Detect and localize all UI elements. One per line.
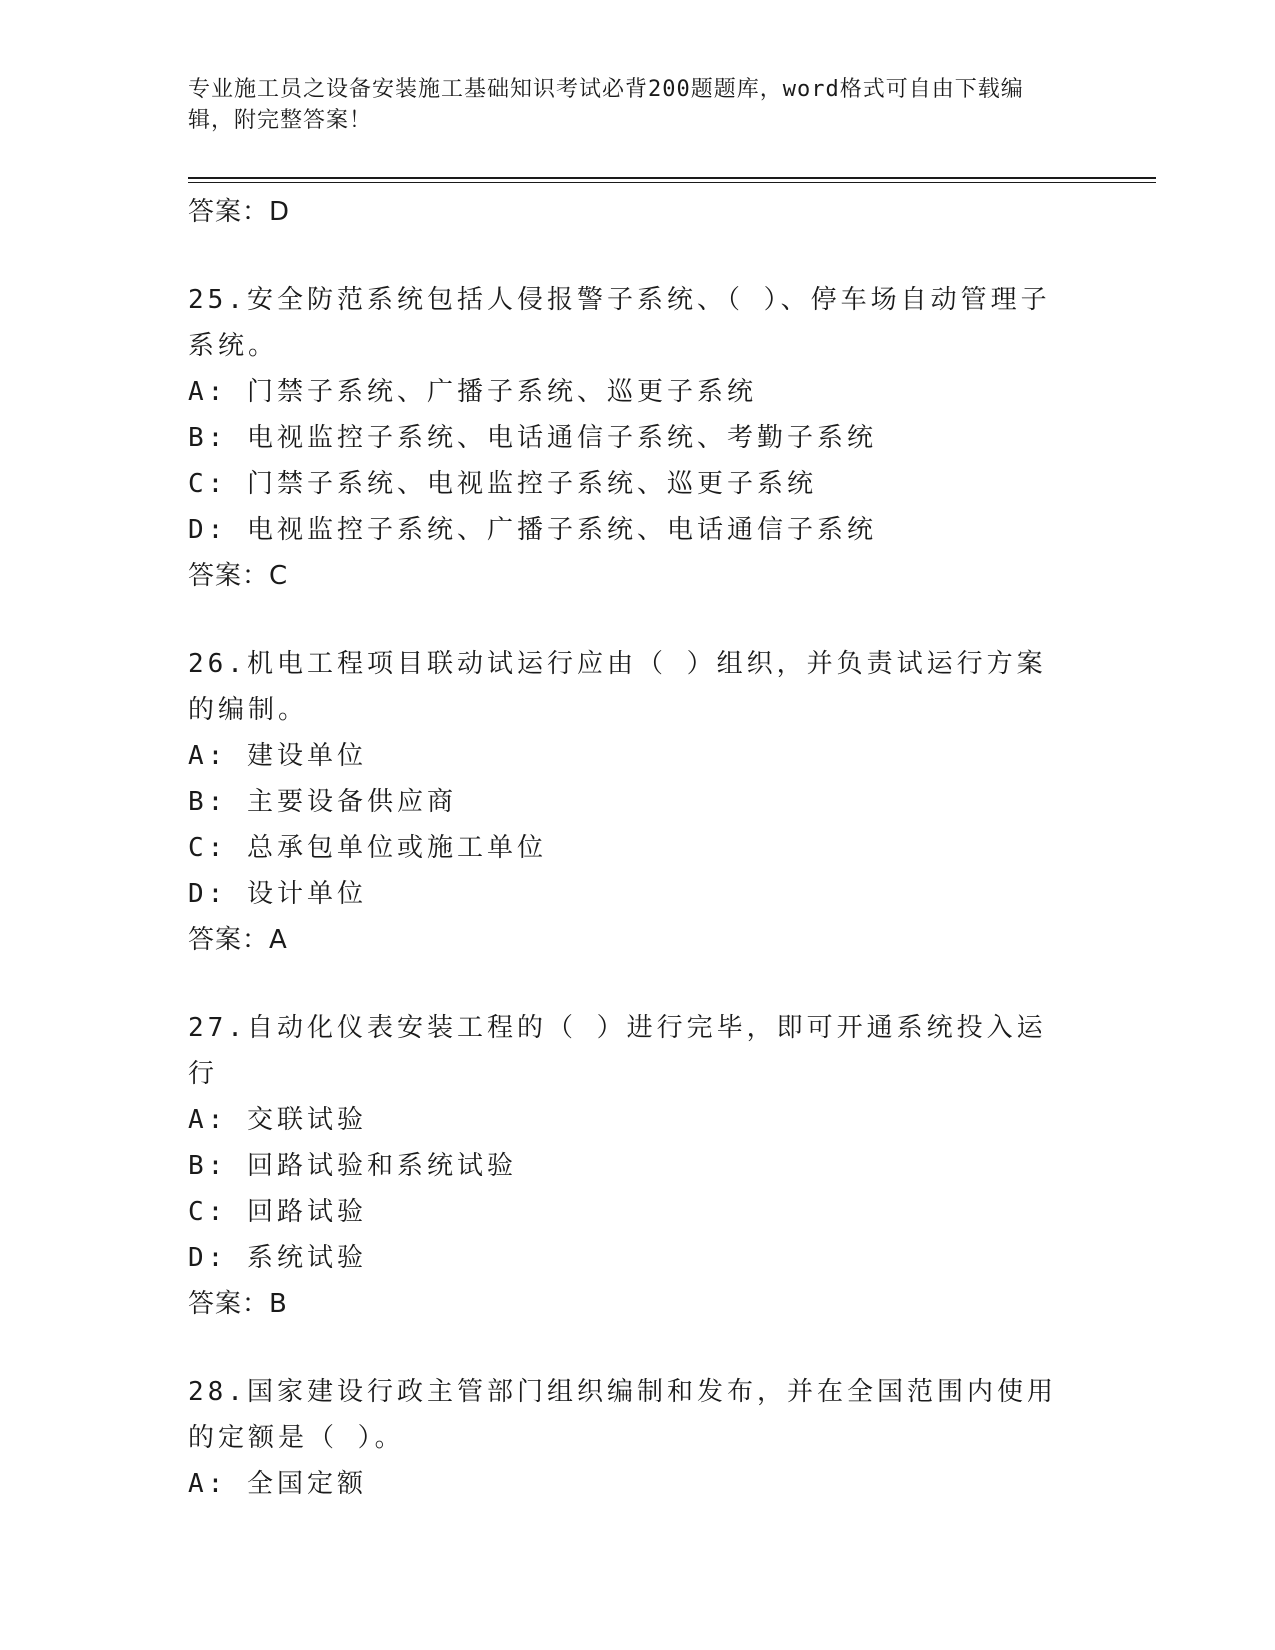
answer-line: 答案：D — [188, 197, 291, 227]
option-a: A: 交联试验 — [188, 1105, 367, 1135]
option-d: D: 设计单位 — [188, 879, 367, 909]
option-a: A: 门禁子系统、广播子系统、巡更子系统 — [188, 377, 757, 407]
question-text: 28.国家建设行政主管部门组织编制和发布，并在全国范围内使用的定额是（ ）。 — [188, 1377, 1057, 1453]
option-c: C: 总承包单位或施工单位 — [188, 833, 547, 863]
header-divider-thin — [188, 182, 1156, 183]
question-block — [188, 277, 1088, 599]
question-text: 27.自动化仪表安装工程的（ ）进行完毕，即可开通系统投入运行 — [188, 1013, 1047, 1089]
question-block — [188, 1005, 1088, 1327]
question-text: 26.机电工程项目联动试运行应由（ ）组织，并负责试运行方案的编制。 — [188, 649, 1047, 725]
option-c: C: 门禁子系统、电视监控子系统、巡更子系统 — [188, 469, 817, 499]
question-text: 25.安全防范系统包括人侵报警子系统、（ ）、停车场自动管理子系统。 — [188, 285, 1051, 361]
question-list — [188, 189, 1088, 1507]
option-d: D: 系统试验 — [188, 1243, 367, 1273]
option-b: B: 电视监控子系统、电话通信子系统、考勤子系统 — [188, 423, 877, 453]
option-b: B: 主要设备供应商 — [188, 787, 457, 817]
option-a: A: 建设单位 — [188, 741, 367, 771]
option-a: A: 全国定额 — [188, 1469, 367, 1499]
answer-line: 答案：B — [188, 1289, 288, 1319]
option-b: B: 回路试验和系统试验 — [188, 1151, 517, 1181]
document-header: 专业施工员之设备安装施工基础知识考试必背200题题库，word格式可自由下载编辑，附完整答案！ — [188, 77, 1024, 133]
answer-line: 答案：C — [188, 561, 289, 591]
header-divider — [188, 177, 1156, 179]
option-c: C: 回路试验 — [188, 1197, 367, 1227]
option-d: D: 电视监控子系统、广播子系统、电话通信子系统 — [188, 515, 877, 545]
question-block — [188, 641, 1088, 963]
question-block — [188, 1369, 1088, 1507]
answer-line: 答案：A — [188, 925, 288, 955]
